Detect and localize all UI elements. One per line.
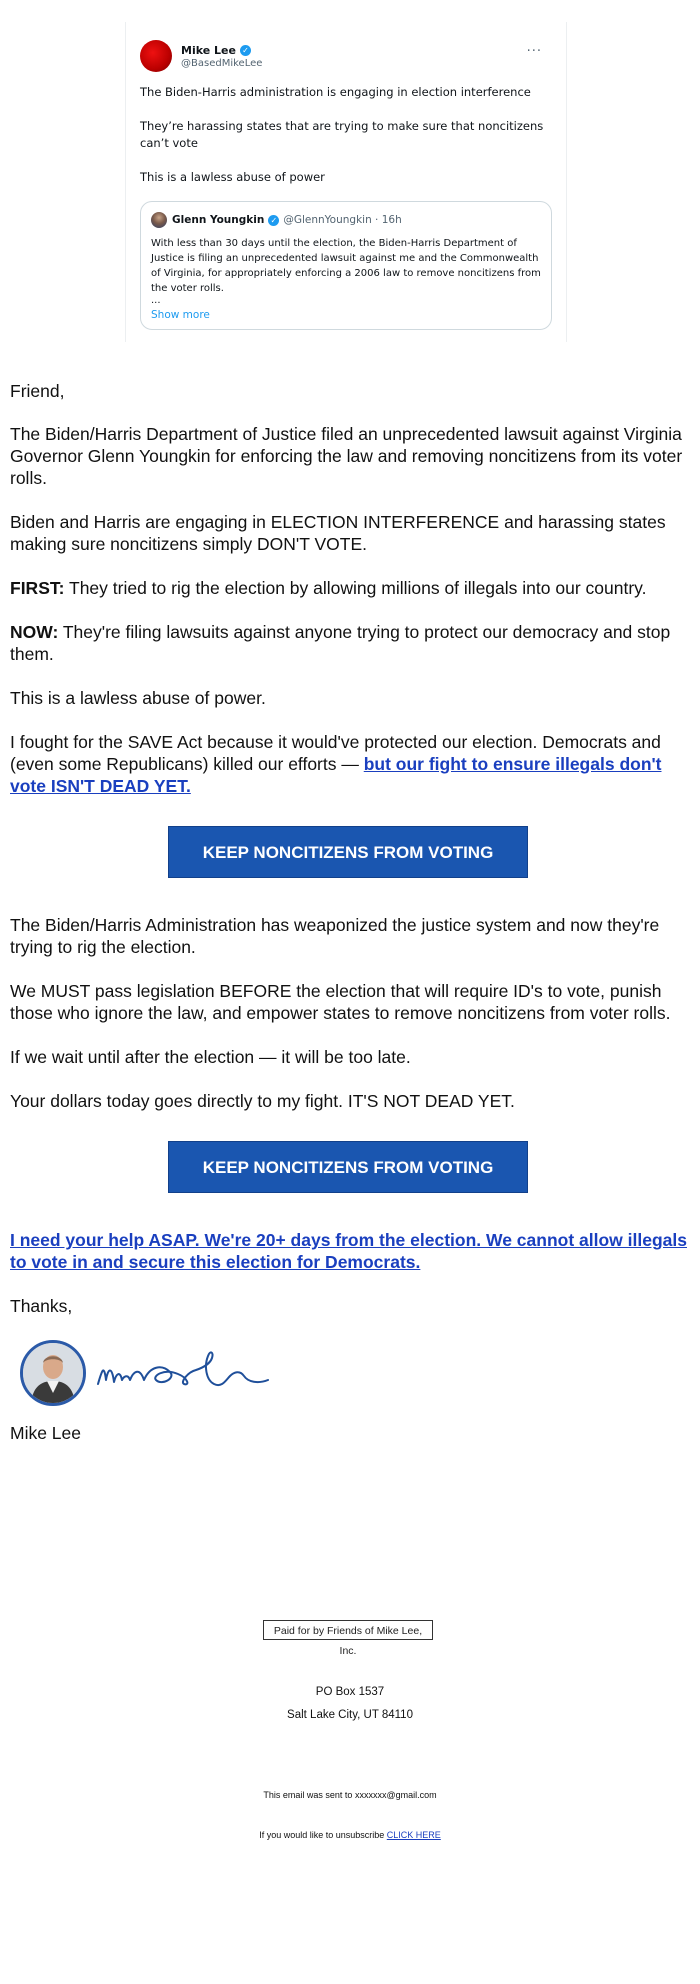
paragraph-too-late: If we wait until after the election — it will be too late.	[10, 1047, 411, 1067]
paid-for-disclaimer: Paid for by Friends of Mike Lee, Inc.	[263, 1620, 433, 1640]
show-more-link[interactable]: Show more	[151, 309, 210, 321]
tweet-text	[140, 84, 552, 186]
paragraph-first	[10, 577, 690, 599]
paragraph-now	[10, 621, 690, 665]
quote-author-name: Glenn Youngkin	[172, 214, 265, 226]
quote-ellipsis: ...	[151, 295, 161, 306]
embedded-tweet[interactable]	[125, 22, 567, 342]
first-label: FIRST:	[10, 578, 65, 598]
now-label: NOW:	[10, 622, 59, 642]
save-act-link[interactable]: but our fight to ensure illegals don't vote ISN'T DEAD YET.	[10, 754, 662, 796]
save-act-text: I fought for the SAVE Act because it would've protected our election. Democrats and (even some Republicans) killed our efforts —	[10, 732, 661, 774]
help-asap-link[interactable]: I need your help ASAP. We're 20+ days from the election. We cannot allow illegals to vote in and secure this election for Democrats.	[10, 1230, 687, 1272]
closing-paragraph	[10, 1229, 690, 1273]
paragraph-legislation: We MUST pass legislation BEFORE the election that will require ID's to vote, punish those who ignore the law, and empower states to remove noncitizens from voter rolls.	[10, 981, 671, 1023]
quoted-tweet[interactable]	[140, 201, 552, 330]
tweet-author-avatar[interactable]	[140, 40, 172, 72]
paragraph-interference: Biden and Harris are engaging in ELECTION INTERFERENCE and harassing states making sure noncitizens simply DON'T VOTE.	[10, 512, 666, 554]
greeting: Friend,	[10, 381, 65, 401]
quote-author-avatar	[151, 212, 167, 228]
paragraph-lawsuit: The Biden/Harris Department of Justice filed an unprecedented lawsuit against Virginia Governor Glenn Youngkin for enforcing the law and removing noncitizens from its voter rolls.	[10, 424, 683, 488]
verified-badge-icon: ✓	[240, 45, 251, 56]
address-line-2: Salt Lake City, UT 84110	[287, 1709, 413, 1721]
thanks: Thanks,	[10, 1296, 73, 1316]
quote-author-handle-time: @GlennYoungkin · 16h	[283, 214, 402, 226]
unsubscribe-link[interactable]: CLICK HERE	[386, 1830, 441, 1840]
sent-to-notice: This email was sent to xxxxxxx@gmail.com	[263, 1790, 437, 1800]
tweet-line: The Biden-Harris administration is engaging in election interference	[140, 85, 531, 99]
unsubscribe-text: If you would like to unsubscribe	[259, 1830, 387, 1840]
paragraph-weaponized: The Biden/Harris Administration has weaponized the justice system and now they're trying to rig the election.	[10, 915, 660, 957]
tweet-header	[140, 40, 552, 72]
tweet-author-name[interactable]: Mike Lee	[181, 43, 236, 57]
address-line-1: PO Box 1537	[315, 1686, 385, 1698]
paragraph-save-act	[10, 731, 690, 797]
first-text: They tried to rig the election by allowing millions of illegals into our country.	[64, 578, 647, 598]
paragraph-dollars: Your dollars today goes directly to my fight. IT'S NOT DEAD YET.	[10, 1091, 515, 1111]
now-text: They're filing lawsuits against anyone trying to protect our democracy and stop them.	[10, 622, 671, 664]
signer-photo	[20, 1340, 86, 1406]
handwritten-signature	[92, 1340, 282, 1406]
quote-text: With less than 30 days until the election, the Biden-Harris Department of Justice is filing an unprecedented lawsuit against me and the Commonwealth of Virginia, for appropriately enforcing a 2006 law to remove noncitizens from the voter rolls.	[151, 238, 541, 294]
unsubscribe-line	[0, 1830, 700, 1840]
tweet-author-handle[interactable]: @BasedMikeLee	[181, 57, 263, 69]
keep-noncitizens-button[interactable]: KEEP NONCITIZENS FROM VOTING	[168, 826, 528, 878]
paragraph-abuse: This is a lawless abuse of power.	[10, 688, 266, 708]
tweet-line: This is a lawless abuse of power	[140, 170, 325, 184]
tweet-line: They’re harassing states that are trying to make sure that noncitizens can’t vote	[140, 119, 544, 150]
verified-badge-icon: ✓	[268, 215, 279, 226]
signature-name: Mike Lee	[10, 1423, 82, 1443]
more-options-icon[interactable]: ···	[526, 44, 542, 59]
keep-noncitizens-button-2[interactable]: KEEP NONCITIZENS FROM VOTING	[168, 1141, 528, 1193]
signer-portrait-icon	[23, 1343, 83, 1403]
